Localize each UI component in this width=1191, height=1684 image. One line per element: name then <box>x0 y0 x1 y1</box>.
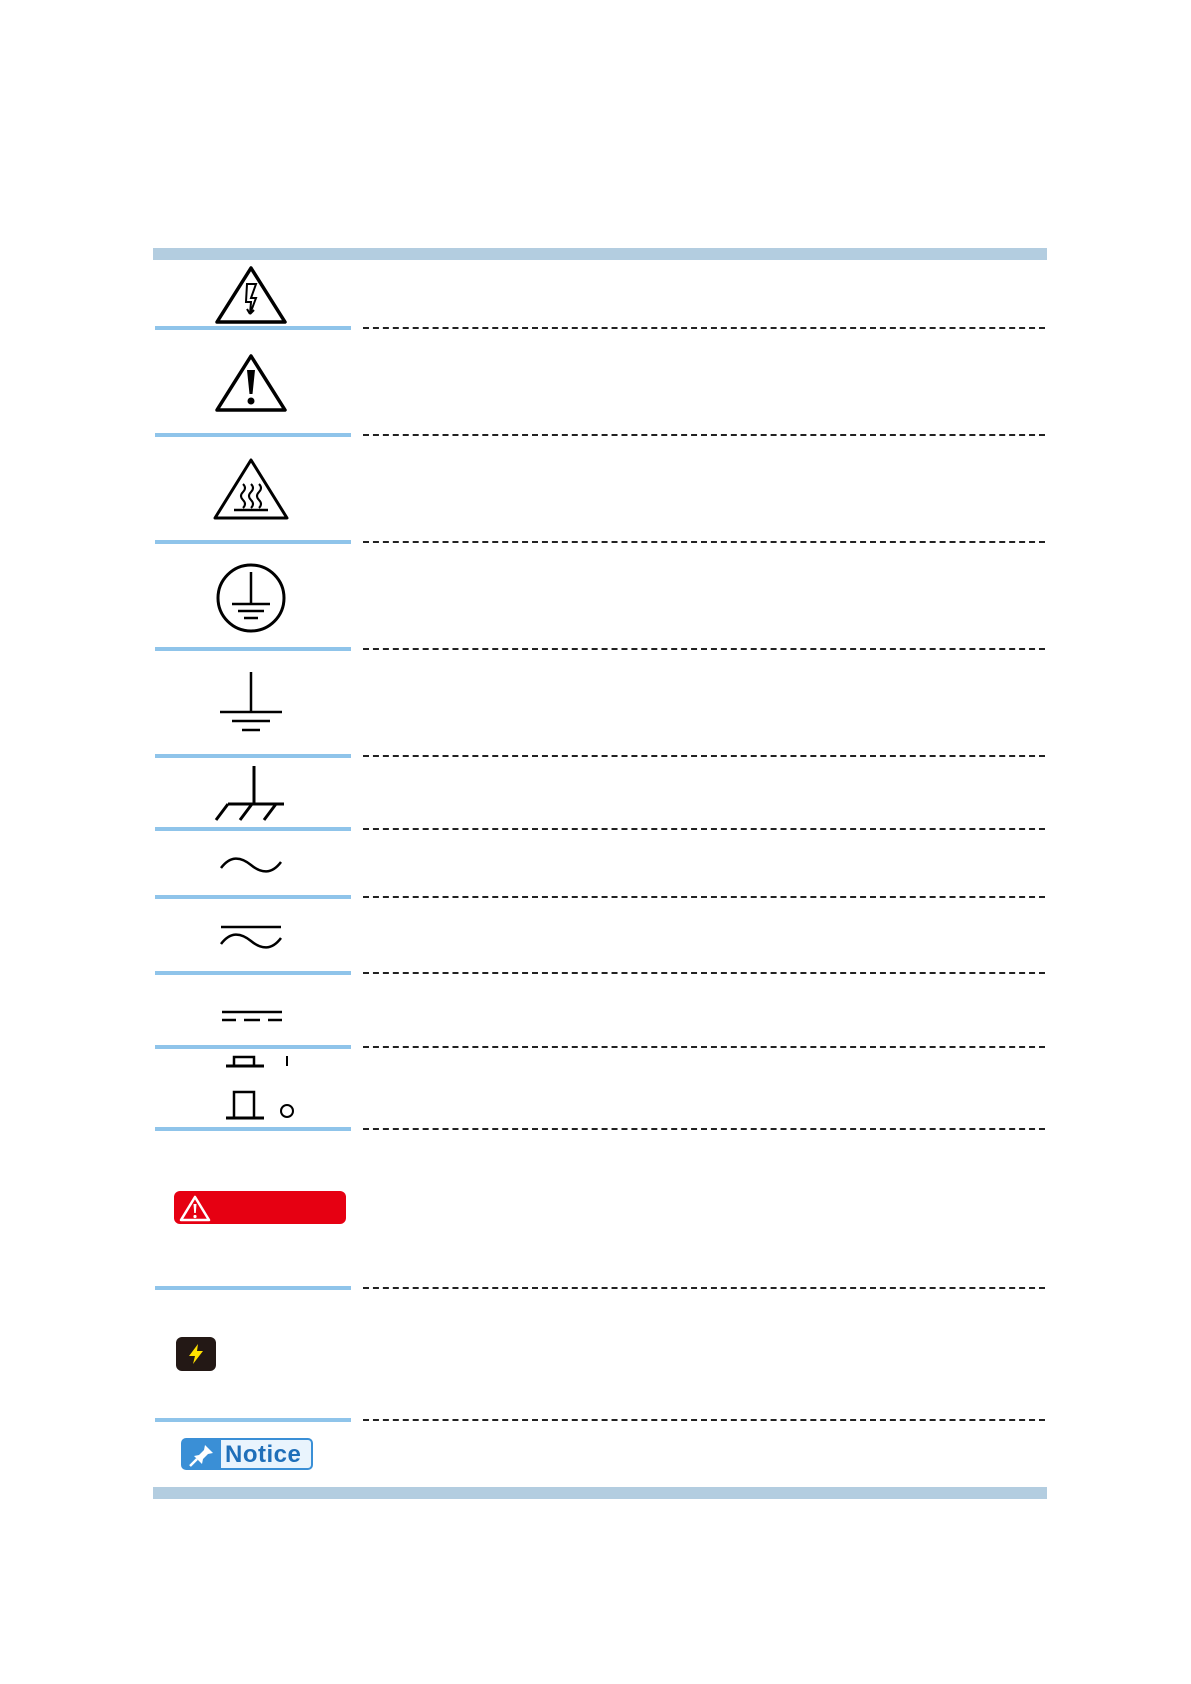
table-bottom-bar <box>153 1487 1047 1499</box>
row-separator-dashed <box>363 972 1045 974</box>
direct-current-icon <box>220 1008 284 1024</box>
row-separator <box>155 1286 351 1290</box>
notice-badge <box>181 1438 313 1470</box>
row-separator-dashed <box>363 1128 1045 1130</box>
row-separator <box>155 754 351 758</box>
warning-banner-icon <box>179 1194 211 1222</box>
earth-ground-icon <box>218 670 284 736</box>
power-switch-on-off-icon <box>224 1052 300 1124</box>
row-separator-dashed <box>363 1287 1045 1289</box>
row-separator <box>155 647 351 651</box>
row-separator <box>155 1045 351 1049</box>
row-separator-dashed <box>363 828 1045 830</box>
row-separator-dashed <box>363 755 1045 757</box>
warning-banner <box>174 1191 346 1224</box>
row-separator-dashed <box>363 327 1045 329</box>
alternating-current-icon <box>218 852 284 878</box>
chassis-ground-icon <box>214 764 288 826</box>
electric-shock-warning-icon <box>214 264 288 326</box>
caution-exclamation-icon <box>214 352 288 414</box>
row-separator <box>155 1127 351 1131</box>
row-separator-dashed <box>363 1046 1045 1048</box>
row-separator-dashed <box>363 1419 1045 1421</box>
notice-pin-icon <box>183 1440 221 1468</box>
row-separator-dashed <box>363 434 1045 436</box>
row-separator <box>155 895 351 899</box>
ac-dc-icon <box>218 922 284 954</box>
row-separator <box>155 971 351 975</box>
row-separator-dashed <box>363 896 1045 898</box>
row-separator <box>155 827 351 831</box>
protective-earth-icon <box>215 562 287 634</box>
notice-label: Notice <box>225 1441 302 1468</box>
row-separator <box>155 540 351 544</box>
shock-caution-badge <box>176 1337 216 1371</box>
row-separator <box>155 433 351 437</box>
row-separator-dashed <box>363 648 1045 650</box>
row-separator <box>155 326 351 330</box>
row-separator-dashed <box>363 541 1045 543</box>
table-top-bar <box>153 248 1047 260</box>
shock-caution-icon <box>184 1342 208 1366</box>
row-separator <box>155 1418 351 1422</box>
hot-surface-icon <box>212 456 290 522</box>
